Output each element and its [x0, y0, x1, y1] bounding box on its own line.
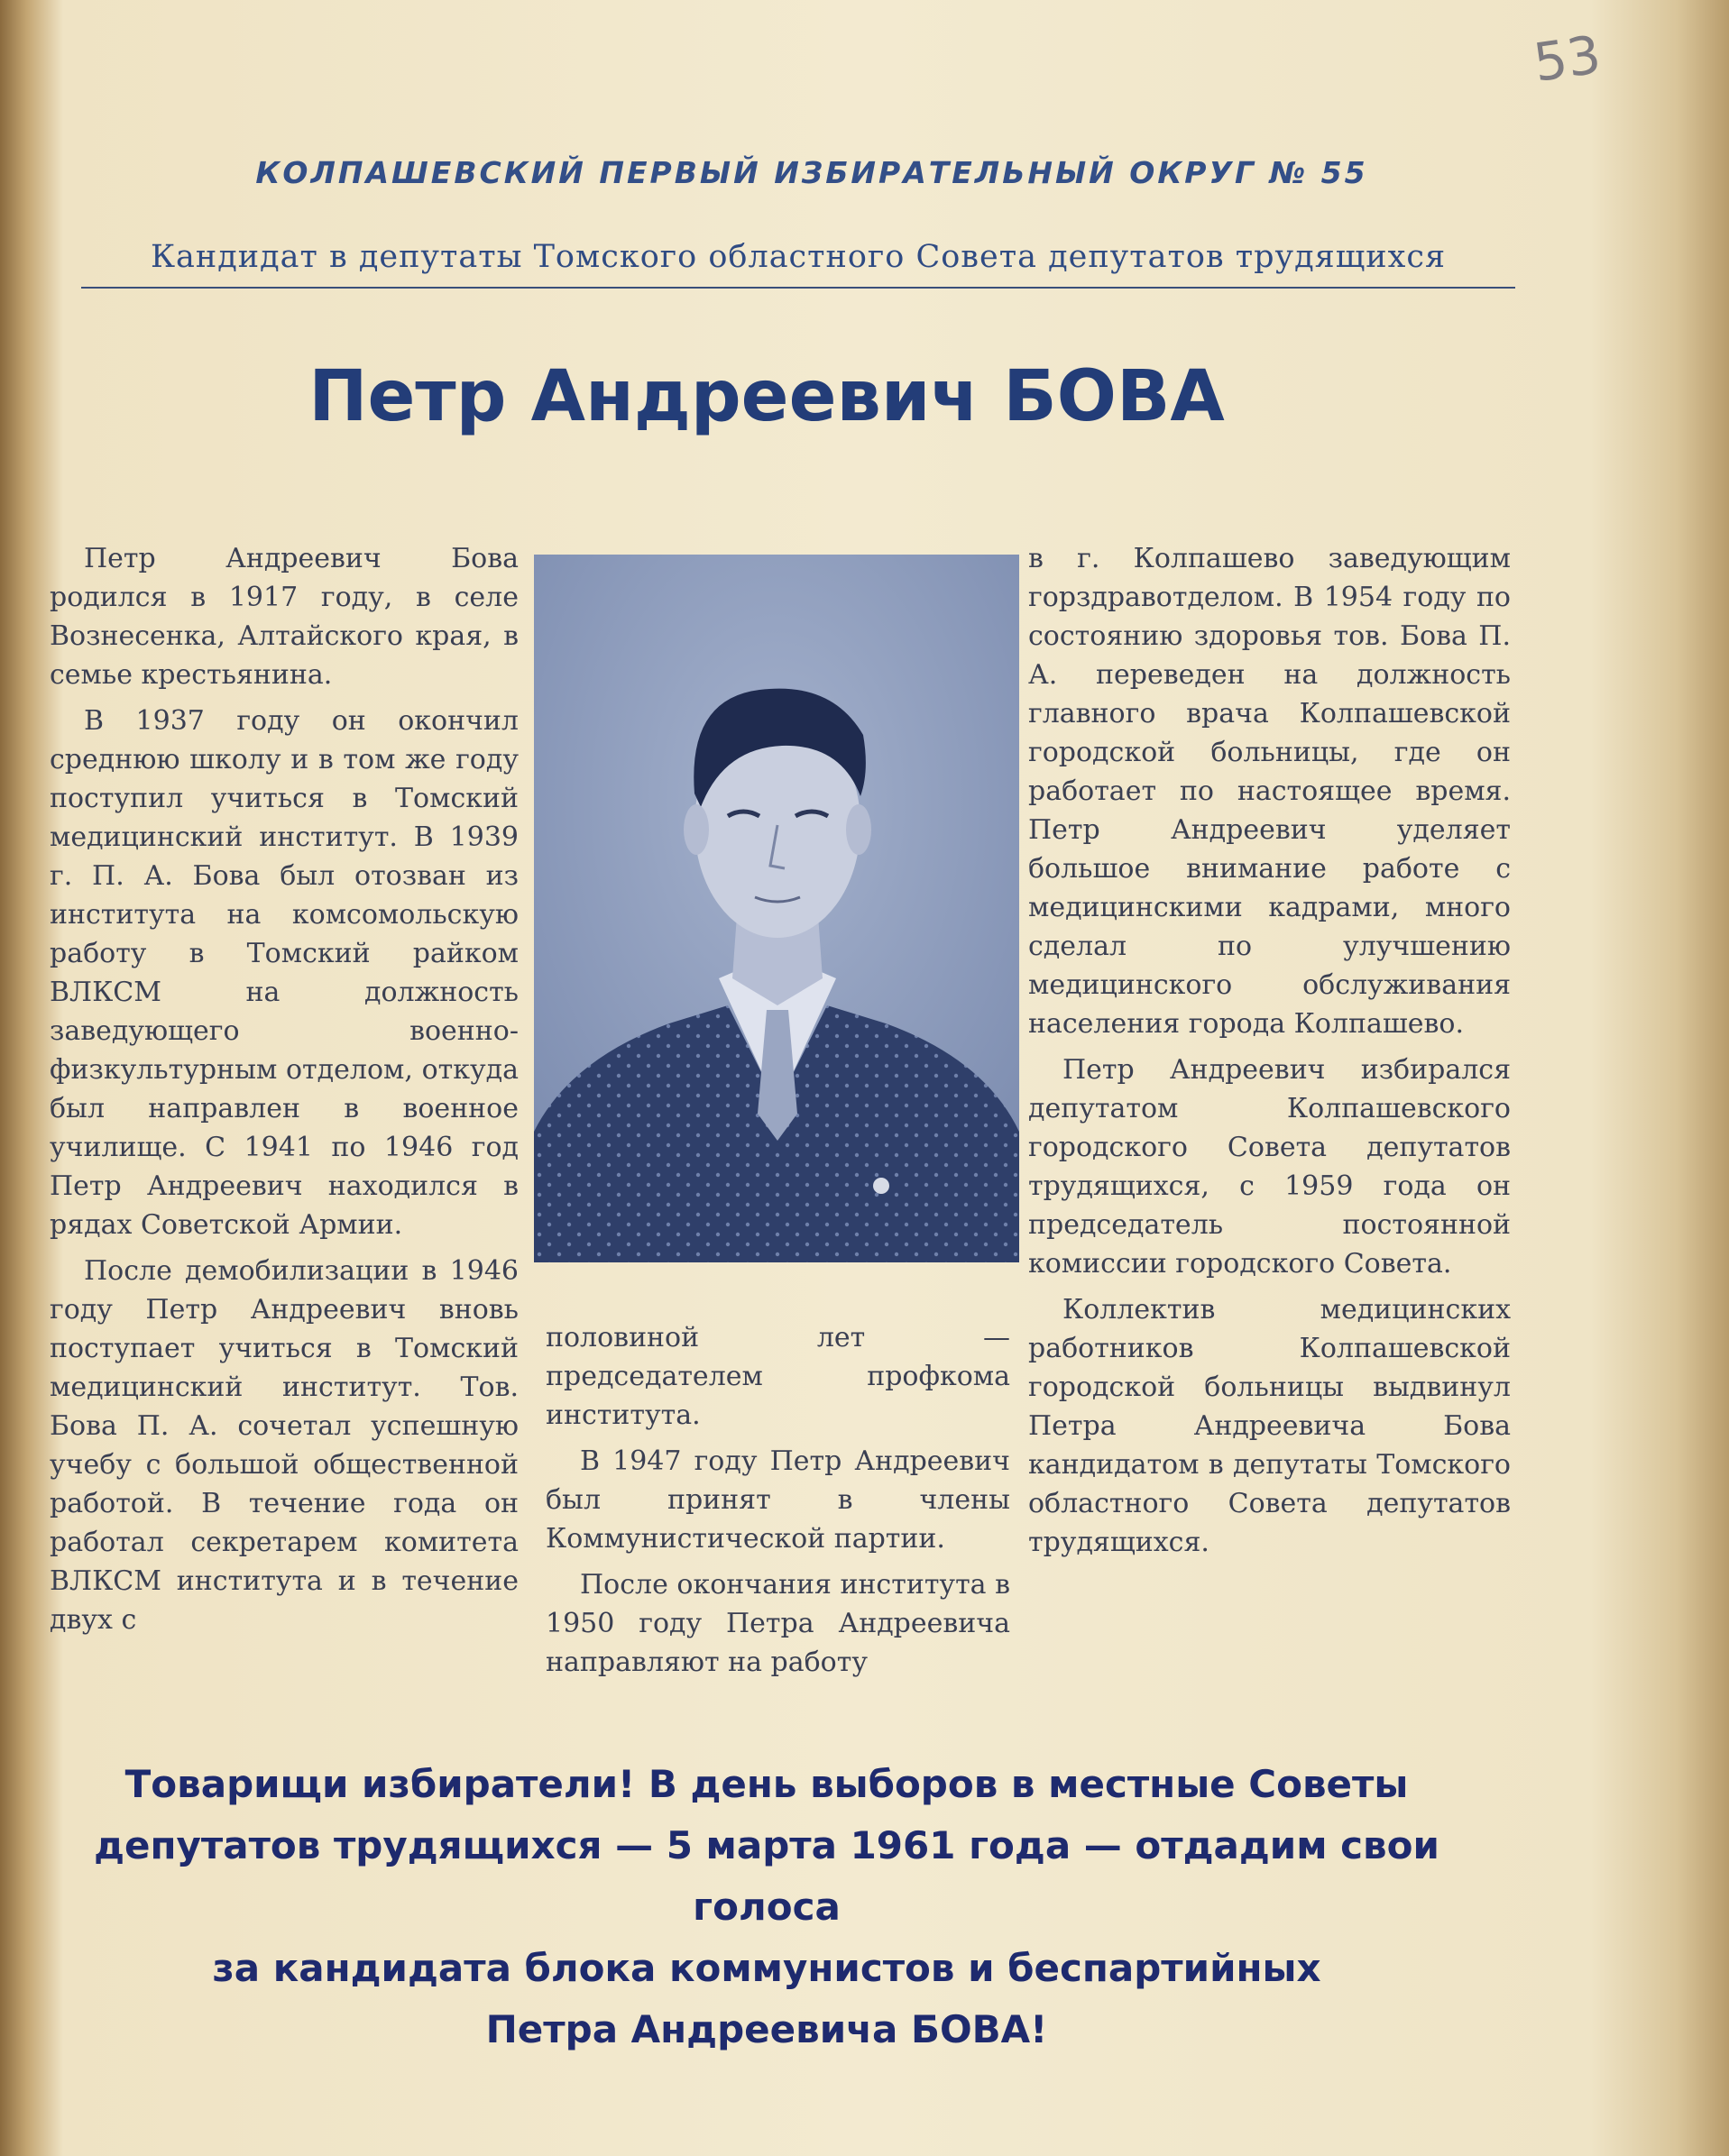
bio-paragraph: в г. Колпашево заведующим горздравотделом. В 1954 году по состоянию здоровья тов. Бова П. А. переведен на должность главного врача Колпашевской городской больницы, где он работает по настоящее время. Петр Андреевич уделяет большое внимание работе с медицинскими кадрами, много сделал по улучшению медицинского обслуживания населения города Колпашево.	[1028, 543, 1511, 1040]
portrait-illustration	[534, 555, 1019, 1262]
bio-paragraph: После окончания института в 1950 году Петра Андреевича направляют на работу	[546, 1569, 1010, 1678]
candidate-portrait-photo	[534, 555, 1019, 1262]
election-appeal	[45, 1754, 1488, 2060]
district-heading: КОЛПАШЕВСКИЙ ПЕРВЫЙ ИЗБИРАТЕЛЬНЫЙ ОКРУГ № 55	[255, 155, 1368, 190]
bio-paragraph: В 1937 году он окончил среднюю школу и в том же году поступил учиться в Томский медицинский институт. В 1939 г. П. А. Бова был отозван из института на комсомольскую работу в Томский райком ВЛКСМ на должность заведующего военно-физкультурным отделом, откуда был направлен в военное училище. С 1941 по 1946 год Петр Андреевич находился в рядах Советской Армии.	[50, 705, 519, 1241]
appeal-line: депутатов трудящихся — 5 марта 1961 года — отдадим свои голоса	[94, 1823, 1439, 1929]
appeal-line: за кандидата блока коммунистов и беспартийных	[212, 1946, 1321, 1990]
biography-column-middle	[546, 1318, 1010, 1689]
appeal-line: Петра Андреевича БОВА!	[485, 2007, 1048, 2051]
biography-column-right	[1028, 539, 1511, 1569]
bio-paragraph: Петр Андреевич Бова родился в 1917 году, в селе Вознесенка, Алтайского края, в семье крестьянина.	[50, 543, 519, 691]
header-rule	[81, 287, 1515, 289]
appeal-line: Товарищи избиратели! В день выборов в местные Советы	[124, 1762, 1409, 1806]
bio-paragraph: После демобилизации в 1946 году Петр Андреевич вновь поступает учиться в Томский медицинский институт. Тов. Бова П. А. сочетал успешную учебу с большой общественной работой. В течение года он работал секретарем комитета ВЛКСМ института и в течение двух с	[50, 1255, 519, 1636]
bio-paragraph: В 1947 году Петр Андреевич был принят в члены Коммунистической партии.	[546, 1445, 1010, 1555]
candidate-subtitle: Кандидат в депутаты Томского областного Совета депутатов трудящихся	[150, 239, 1447, 275]
bio-paragraph: Коллектив медицинских работников Колпашевской городской больницы выдвинул Петра Андреевича Бова кандидатом в депутаты Томского областного Совета депутатов трудящихся.	[1028, 1294, 1511, 1558]
bio-paragraph: половиной лет — председателем профкома института.	[546, 1322, 1010, 1431]
biography-column-left	[50, 539, 519, 1647]
candidate-name: Петр Андреевич БОВА	[308, 356, 1225, 437]
page-number: 53	[1530, 23, 1605, 94]
bio-paragraph: Петр Андреевич избирался депутатом Колпашевского городского Совета депутатов трудящихся, с 1959 года он председатель постоянной комиссии городского Совета.	[1028, 1054, 1511, 1280]
